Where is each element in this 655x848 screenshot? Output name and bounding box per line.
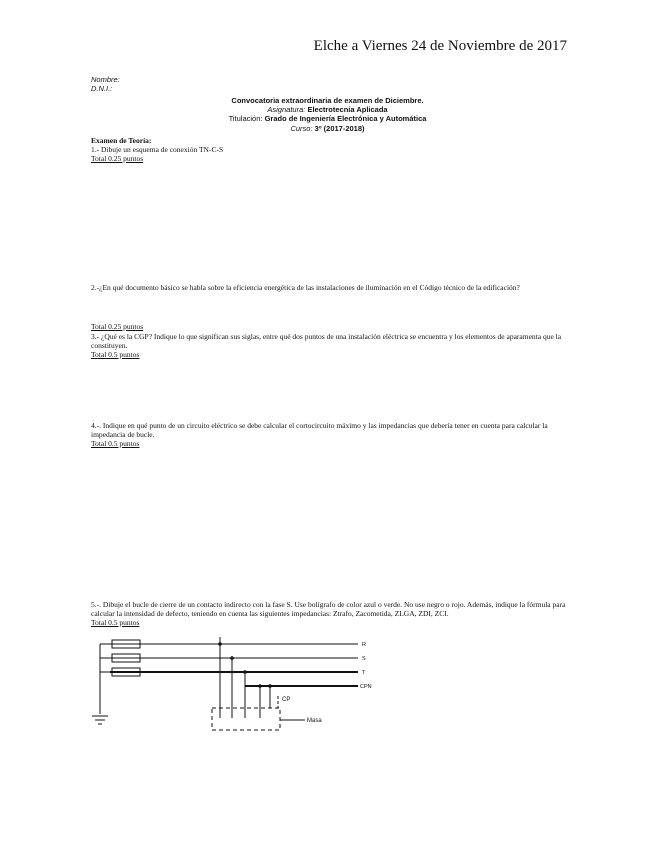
question-1 xyxy=(91,145,571,163)
question-score: Total 0.5 puntos xyxy=(91,350,140,359)
dni-label: D.N.I.: xyxy=(91,84,113,93)
label-cp: CP xyxy=(282,697,291,703)
asignatura-value: Electrotecnia Aplicada xyxy=(307,105,388,114)
question-text: 1.- Dibuje un esquema de conexión TN-C-S xyxy=(91,145,224,154)
label-cpn: CPN xyxy=(360,684,372,690)
nombre-label: Nombre: xyxy=(91,75,120,84)
curso-value: 3º (2017-2018) xyxy=(314,124,365,133)
section-title: Examen de Teoría: xyxy=(91,136,152,145)
titulacion-value: Grado de Ingeniería Electrónica y Automática xyxy=(264,114,427,123)
date-line: Elche a Viernes 24 de Noviembre de 2017 xyxy=(313,38,567,54)
question-score: Total 0.5 puntos xyxy=(91,618,140,627)
label-masa: Masa xyxy=(307,718,322,724)
question-5 xyxy=(91,600,571,627)
titulacion-label: Titulación: xyxy=(228,114,263,123)
question-text: 3.- ¿Qué es la CGP? Indique lo que significan sus siglas, entre qué dos puntos de una instalación eléctrica se encuentra y los elementos de aparamenta que la constituyen. xyxy=(91,332,562,350)
label-t: T xyxy=(362,670,366,676)
question-text: 5.-. Dibuje el bucle de cierre de un contacto indirecto con la fase S. Use bolígrafo de color azul o verde. No use negro o rojo. Además, indique la fórmula para calcular la intensidad de defecto, teniendo en cuenta las siguientes impedancias: Ztrafo, Zacometida, ZLGA, ZDI, ZCI. xyxy=(91,600,566,618)
question-text: 2.-¿En qué documento básico se habla sobre la eficiencia energética de las instalaciones de iluminación en el Código técnico de la edificación? xyxy=(91,283,520,292)
question-text: 4.-. Indique en qué punto de un circuito eléctrico se debe calcular el cortocircuito máximo y las impedancias que debería tener en cuenta para calcular la impedancia de bucle. xyxy=(91,421,548,439)
curso-line xyxy=(0,124,655,133)
question-score: Total 0.5 puntos xyxy=(91,439,140,448)
curso-label: Curso: xyxy=(290,124,313,133)
question-score: Total 0.25 puntos xyxy=(91,154,144,163)
asignatura-line xyxy=(0,105,655,114)
question-score: Total 0.25 puntos xyxy=(91,322,144,331)
asignatura-label: Asignatura: xyxy=(267,105,306,114)
circuit-diagram xyxy=(90,632,380,736)
load-box xyxy=(212,708,280,730)
label-r: R xyxy=(362,642,366,648)
label-s: S xyxy=(362,656,366,662)
question-3 xyxy=(91,332,571,359)
titulacion-line xyxy=(0,114,655,123)
question-4 xyxy=(91,421,571,448)
question-2 xyxy=(91,283,571,292)
convocatoria-title: Convocatoria extraordinaria de examen de Diciembre. xyxy=(231,96,424,105)
